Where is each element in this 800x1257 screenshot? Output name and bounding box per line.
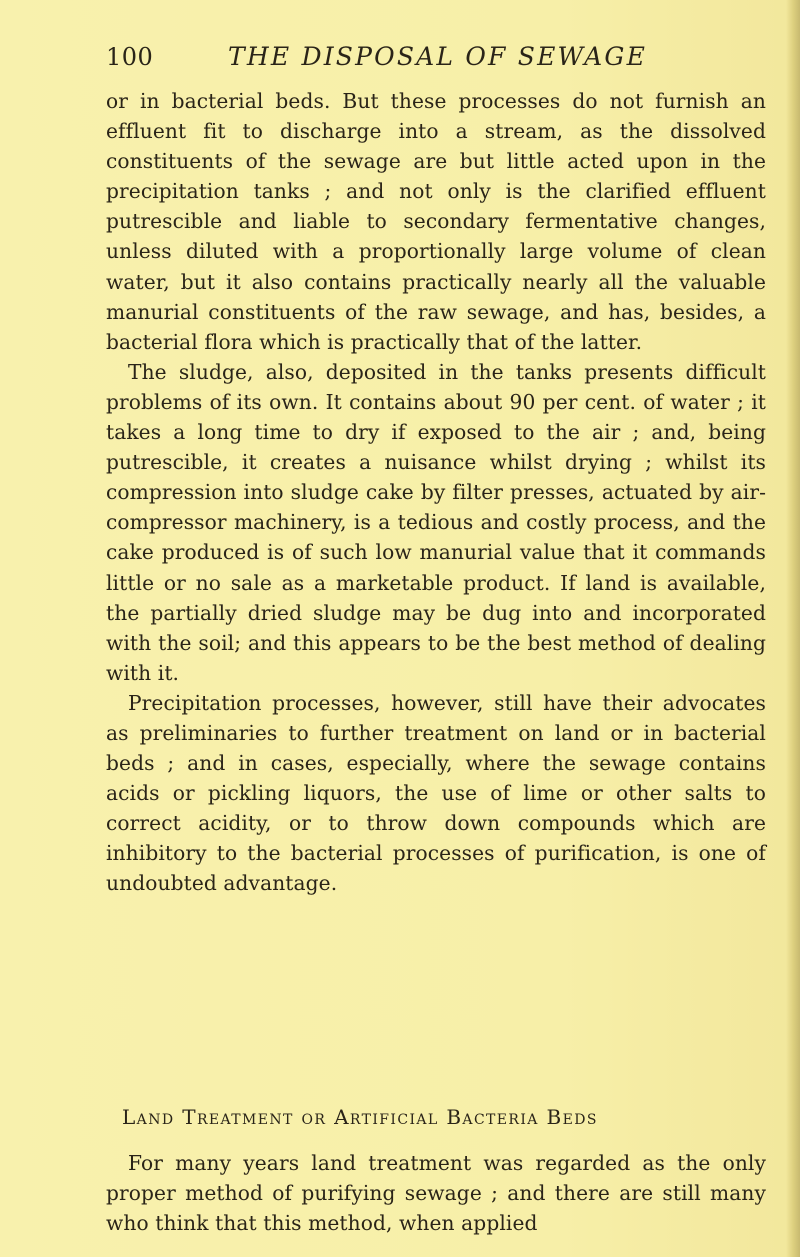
page-header: [106, 40, 766, 74]
section-paragraph: For many years land treatment was regarded as the only proper method of purifying sewage ; and there are still many who think that this method, when applied: [106, 1151, 766, 1236]
body-text: [106, 86, 766, 899]
running-title: THE DISPOSAL OF SEWAGE: [228, 42, 648, 71]
section-heading: Land Treatment or Artificial Bacteria Beds: [122, 1105, 598, 1129]
paragraph-1: or in bacterial beds. But these processes do not furnish an effluent fit to discharge into a stream, as the dissolved constituents of the sewage are but little acted upon in the precipitation tanks ; and not only is the clarified effluent putrescible and liable to secondary fermentative changes, unless diluted with a proportionally large volume of clean water, but it also contains practically nearly all the valuable manurial constituents of the raw sewage, and has, besides, a bacterial flora which is practically that of the latter.: [106, 89, 766, 354]
page-number: 100: [106, 43, 154, 71]
paragraph-3: Precipitation processes, however, still have their advocates as preliminaries to further treatment on land or in bacterial beds ; and in cases, especially, where the sewage contains acids or pickling liquors, the use of lime or other salts to correct acidity, or to throw down compounds which are inhibitory to the bacterial processes of purification, is one of undoubted advantage.: [106, 690, 766, 896]
paragraph-2: The sludge, also, deposited in the tanks presents difficult problems of its own. It contains about 90 per cent. of water ; it takes a long time to dry if exposed to the air ; and, being putrescible, it creates a nuisance whilst drying ; whilst its compression into sludge cake by filter presses, actuated by air-compressor machinery, is a tedious and costly process, and the cake produced is of such low manurial value that it commands little or no sale as a marketable product. If land is available, the partially dried sludge may be dug into and incorporated with the soil; and this appears to be the best method of dealing with it.: [106, 359, 766, 685]
page-edge-shadow: [786, 0, 800, 1257]
section-body-text: [106, 1148, 766, 1238]
